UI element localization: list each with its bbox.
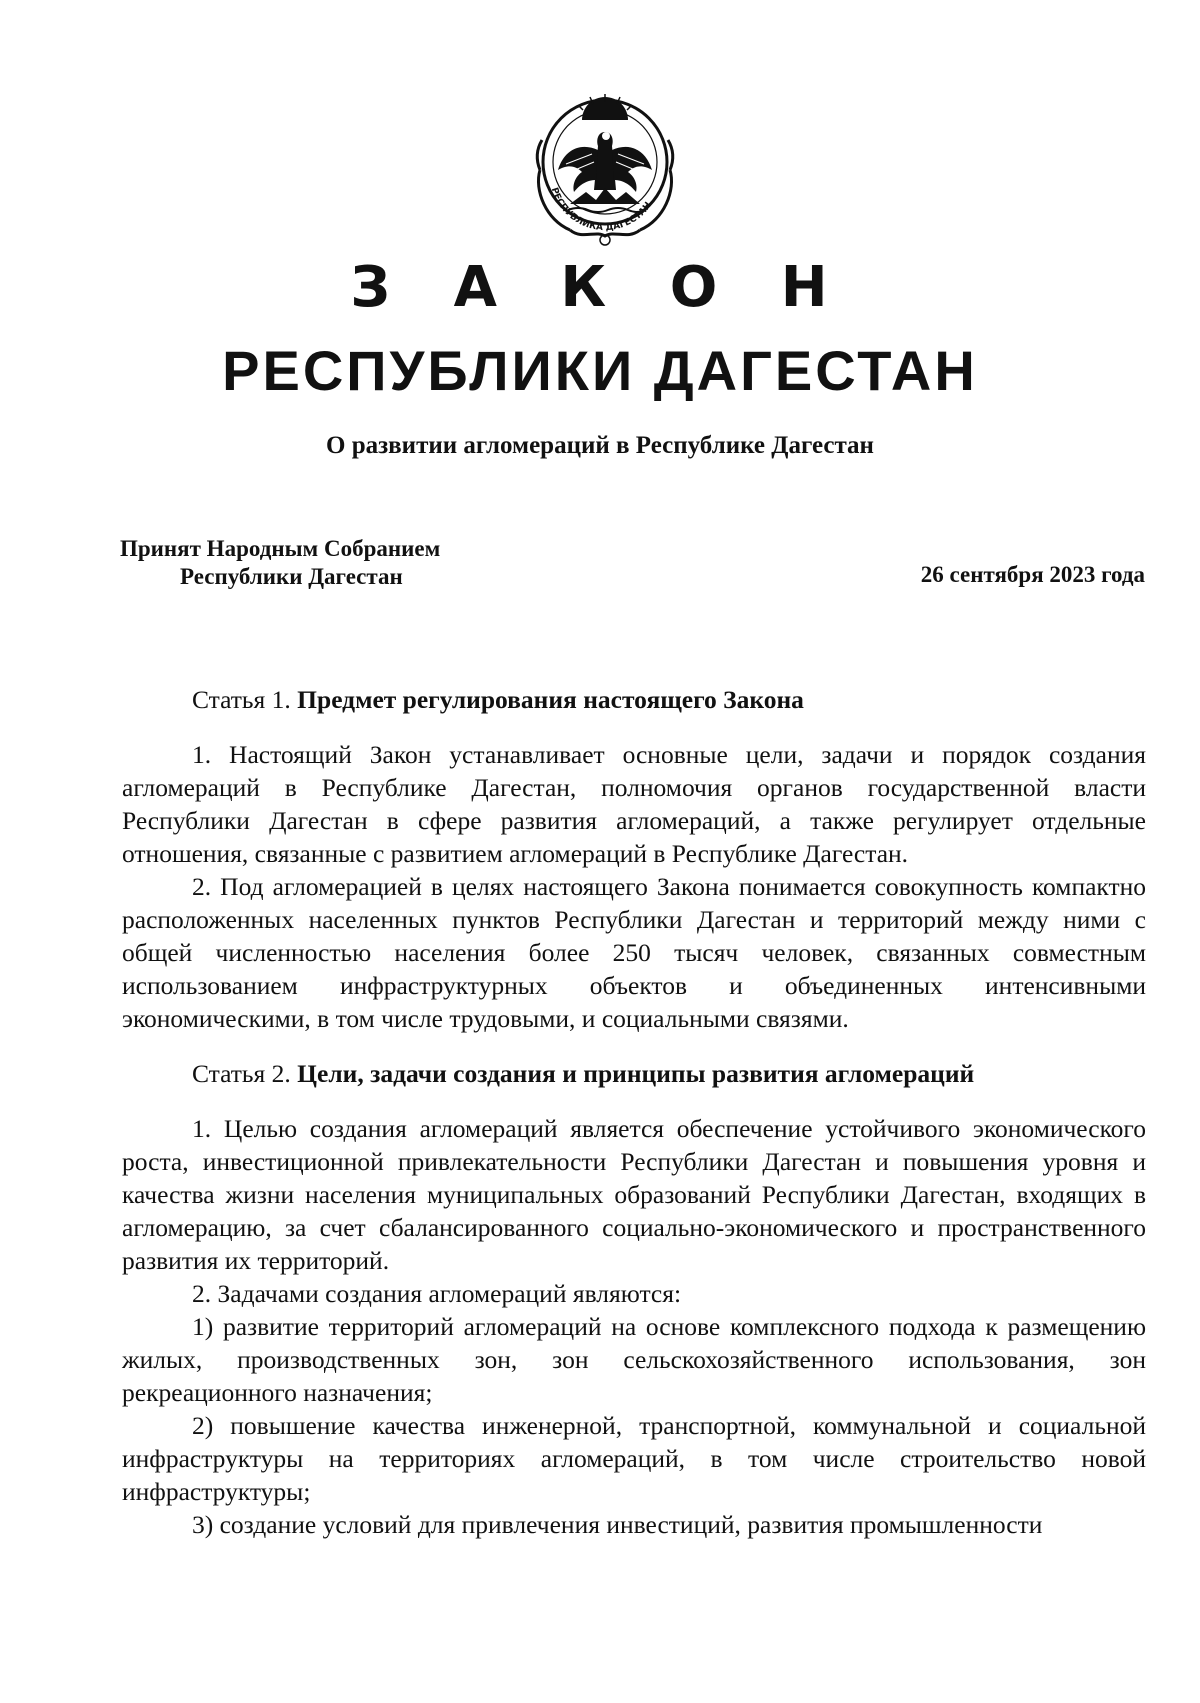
article-paragraph: 2) повышение качества инженерной, транспортной, коммунальной и социальной инфраструктуры на территориях агломераций, в том числе строительство новой инфраструктуры; — [122, 1411, 1146, 1506]
eagle-emblem-icon — [520, 80, 690, 250]
article-title: Цели, задачи создания и принципы развития агломераций — [297, 1059, 975, 1088]
article-paragraph: 2. Под агломерацией в целях настоящего Закона понимается совокупность компактно расположенных населенных пунктов Республики Дагестан и территорий между ними с общей численностью населения более 250 тысяч человек, связанных совместным использованием инфраструктурных объектов и объединенных интенсивными экономическими, в том числе трудовыми, и социальными связями. — [122, 872, 1146, 1033]
article-paragraph: 1. Целью создания агломераций является обеспечение устойчивого экономического роста, инвестиционной привлекательности Республики Дагестан и повышения уровня и качества жизни населения муниципальных образований Республики Дагестан, входящих в агломерацию, за счет сбалансированного социально-экономического и пространственного развития их территорий. — [122, 1114, 1146, 1275]
document-title: З А К О Н — [350, 255, 850, 320]
article-paragraph: 1. Настоящий Закон устанавливает основные цели, задачи и порядок создания агломераций в Республике Дагестан, полномочия органов государственной власти Республики Дагестан в сфере развития агломераций, а также регулирует отдельные отношения, связанные с развитием агломераций в Республике Дагестан. — [122, 740, 1146, 868]
adoption-line-2: Республики Дагестан — [180, 564, 403, 589]
article-heading — [122, 683, 1146, 716]
article-heading — [122, 1057, 1146, 1090]
adoption-line-1: Принят Народным Собранием — [120, 536, 441, 561]
coat-of-arms-emblem — [520, 80, 690, 250]
adoption-statement — [120, 535, 440, 591]
law-body — [122, 683, 1146, 1541]
article-paragraph: 2. Задачами создания агломераций являются: — [192, 1279, 682, 1308]
article-title: Предмет регулирования настоящего Закона — [297, 685, 804, 714]
article-prefix: Статья 1. — [192, 685, 291, 714]
article-paragraph: 1) развитие территорий агломераций на основе комплексного подхода к размещению жилых, производственных зон, зон сельскохозяйственного использования, зон рекреационного назначения; — [122, 1312, 1146, 1407]
law-title: О развитии агломераций в Республике Дагестан — [326, 432, 874, 459]
article-prefix: Статья 2. — [192, 1059, 291, 1088]
article-paragraph: 3) создание условий для привлечения инвестиций, развития промышленности — [192, 1510, 1043, 1539]
adoption-date: 26 сентября 2023 года — [920, 562, 1145, 587]
document-subtitle: РЕСПУБЛИКИ ДАГЕСТАН — [222, 339, 978, 402]
seal-text: РЕСПУБЛИКА ДАГЕСТАН — [548, 186, 654, 234]
